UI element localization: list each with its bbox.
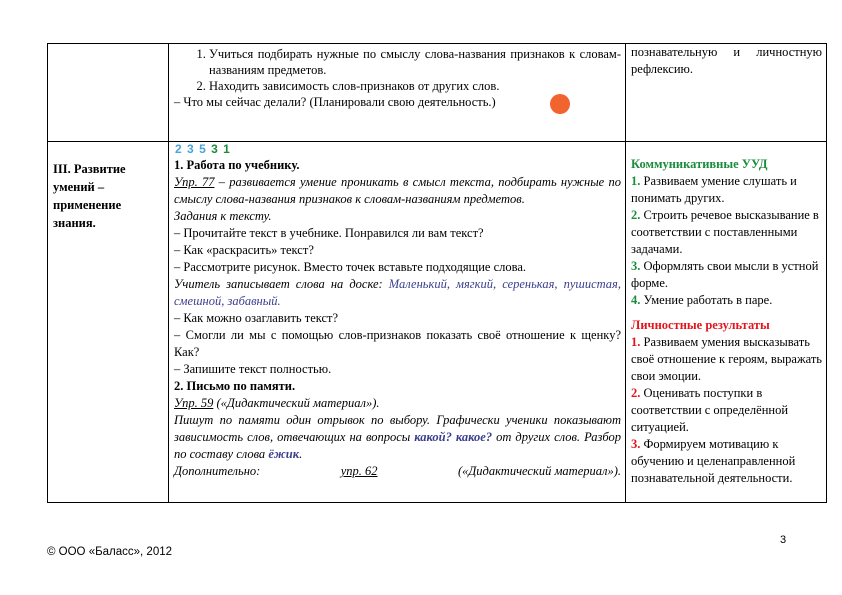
results-content <box>626 156 826 487</box>
number-label: 3 <box>211 142 219 156</box>
task1-title: 1. Работа по учебнику. <box>174 158 300 172</box>
question-text: – Что мы сейчас делали? (Планировали свою деятельность.) <box>174 95 496 109</box>
number-label: 1 <box>223 142 231 156</box>
goals-list <box>169 46 621 94</box>
list-item: 2. Оценивать поступки в соответствии с определённой ситуацией. <box>631 386 789 434</box>
number-label: 3 <box>187 142 195 156</box>
difficulty-numbers <box>175 142 625 157</box>
results-cell <box>626 44 827 142</box>
question-words: какой? какое? <box>414 430 493 444</box>
question-line: – Прочитайте текст в учебнике. Понравился ли вам текст? <box>174 226 484 240</box>
teacher-note: Учитель записывает слова на доске: <box>174 277 389 291</box>
lesson-content <box>169 157 625 480</box>
list-item: 1. Развиваем умения высказывать своё отношение к героям, выражать свои эмоции. <box>631 335 823 383</box>
exercise-59-ref: Упр. 59 <box>174 396 214 410</box>
table-row <box>48 142 827 503</box>
page-number: 3 <box>780 534 787 546</box>
question-line: – Как «раскрасить» текст? <box>174 243 314 257</box>
orange-circle-marker <box>550 94 570 114</box>
list-item: 4. Умение работать в паре. <box>631 293 773 307</box>
list-item: 2. Строить речевое высказывание в соответствии с поставленными задачами. <box>631 208 819 256</box>
word-hedgehog: ёжик <box>268 447 300 461</box>
number-label: 5 <box>199 142 207 156</box>
exercise-62-source: («Дидактический материал»). <box>457 464 621 478</box>
question-line: – Как можно озаглавить текст? <box>174 311 339 325</box>
goal-item: 2. Находить зависимость слов-признаков от других слов. <box>209 78 621 94</box>
content-cell <box>169 142 626 503</box>
reflection-text: познавательную и личностную рефлексию. <box>631 45 822 76</box>
list-item: 1. Развиваем умение слушать и понимать других. <box>631 174 797 205</box>
results-cell <box>626 142 827 503</box>
period: . <box>299 447 303 461</box>
stage-cell <box>48 44 169 142</box>
question-line: – Смогли ли мы с помощью слов-признаков показать своё отношение к щенку? Как? <box>174 328 621 359</box>
table-row <box>48 44 827 142</box>
goal-item: 1. Учиться подбирать нужные по смыслу слова-названия признаков к словам-названиям предметов. <box>209 46 621 78</box>
additional-label: Дополнительно: <box>174 464 261 478</box>
task2-title: 2. Письмо по памяти. <box>174 379 296 393</box>
exercise-77-ref: Упр. 77 <box>174 175 215 189</box>
stage-title: III. Развитие умений – применение знания. <box>53 162 126 230</box>
question-line: – Рассмотрите рисунок. Вместо точек вставьте подходящие слова. <box>174 260 527 274</box>
number-label: 2 <box>175 142 183 156</box>
exercise-62-ref: упр. 62 <box>340 464 378 478</box>
content-cell <box>169 44 626 142</box>
stage-cell <box>48 142 169 503</box>
question-line: – Запишите текст полностью. <box>174 362 332 376</box>
exercise-77-text: – развивается умение проникать в смысл текста, подбирать нужные по смыслу слова-названия признаков к словам-названиям предметов. <box>174 175 621 206</box>
list-item: 3. Оформлять свои мысли в устной форме. <box>631 259 819 290</box>
memory-text-2: от других слов. Разбор по составу слова <box>174 430 621 461</box>
board-words: Маленький, мягкий, серенькая, пушистая, смешной, забавный. <box>174 277 621 308</box>
communicative-title: Коммуникативные УУД <box>631 157 768 171</box>
lesson-table <box>47 43 827 503</box>
personal-title: Личностные результаты <box>631 318 770 332</box>
exercise-59-source: («Дидактический материал»). <box>213 396 380 410</box>
tasks-label: Задания к тексту. <box>174 209 272 223</box>
list-item: 3. Формируем мотивацию к обучению и целенаправленной познавательной деятельности. <box>631 437 796 485</box>
copyright-footer: © ООО «Баласс», 2012 <box>47 546 173 558</box>
memory-text: Пишут по памяти один отрывок по выбору. Графически ученики показывают зависимость слов, отвечающих на вопросы <box>174 413 621 444</box>
